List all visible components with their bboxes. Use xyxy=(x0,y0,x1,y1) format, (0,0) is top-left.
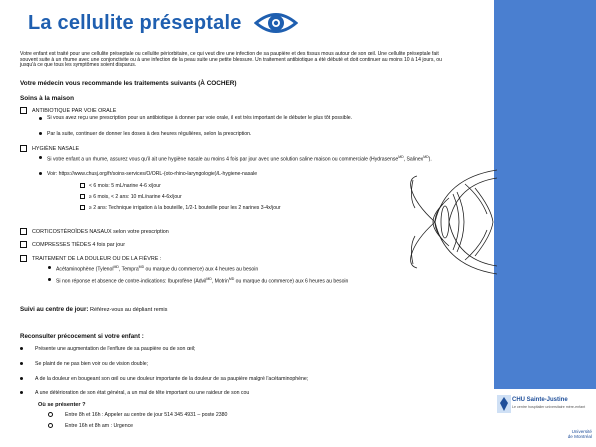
douleur-b2-mid: , Motrin xyxy=(211,278,229,285)
udem-label xyxy=(568,429,592,439)
title-row xyxy=(28,8,298,38)
eye-icon xyxy=(254,8,298,38)
hygiene-item xyxy=(20,145,79,152)
hygiene-bullet-1-text: Si votre enfant a un rhume, assurez vous qu'il ait une hygiène nasale au moins 4 fois par jour avec une solution saline maison ou commerciale (Hydrasense xyxy=(47,156,399,163)
chu-name: CHU Sainte-Justine xyxy=(512,397,568,403)
trademark-sup: MD xyxy=(113,265,119,269)
home-heading: Soins à la maison xyxy=(20,95,74,102)
reconsulter-text-4: A une détérioration de son état général, a un mal de tête important ou une raideur de son cou xyxy=(35,390,250,396)
dose-checkbox[interactable] xyxy=(80,205,85,210)
douleur-b1-text: Acétaminophène (Tylenol xyxy=(56,266,114,273)
douleur-item xyxy=(20,255,161,262)
dose-checkbox[interactable] xyxy=(80,194,85,199)
bullet-icon xyxy=(39,172,42,175)
reconsulter-text-3: A de la douleur en bougeant son œil ou une douleur importante de la douleur de sa paupière malgré l'acétaminophène; xyxy=(35,376,309,382)
antibiotique-bullet-2 xyxy=(47,131,427,137)
reconsulter-text-1: Présente une augmentation de l'enflure de sa paupière ou de son œil; xyxy=(35,346,196,352)
reconsulter-heading: Reconsulter précocement si votre enfant : xyxy=(20,333,144,340)
hygiene-bullet-1-end: ). xyxy=(428,156,432,163)
compresses-item xyxy=(20,241,125,248)
ou-item-1 xyxy=(48,412,227,418)
compresses-checkbox[interactable] xyxy=(20,241,27,248)
eye-anatomy-illustration xyxy=(405,158,497,286)
dose-item-1 xyxy=(80,183,161,189)
hygiene-bullet-1 xyxy=(47,155,437,163)
douleur-bullet-1 xyxy=(56,265,258,273)
trademark-sup: MD xyxy=(206,277,212,281)
trademark-sup: MD xyxy=(423,155,429,159)
suivi-heading: Suivi au centre de jour: xyxy=(20,306,89,313)
hygiene-link-text[interactable]: Voir: https://www.chusj.org/fr/soins-services/O/ORL-(oto-rhino-laryngologie)/L-hygiene-nasale xyxy=(47,171,258,177)
douleur-b2-end: ou marque du commerce) aux 6 heures au besoin xyxy=(234,278,349,285)
bullet-icon xyxy=(39,117,42,120)
dose-item-2 xyxy=(80,194,182,200)
dose-2-text: ≥ 6 mois, < 2 ans: 10 mL/narine 4-6x/jour xyxy=(89,194,182,200)
dose-1-text: < 6 mois: 5 mL/narine 4-6 x/jour xyxy=(89,183,161,189)
reconsulter-item-2 xyxy=(20,361,148,367)
bullet-icon xyxy=(20,347,23,350)
ou-item-2 xyxy=(48,423,133,429)
chu-subtitle: Le centre hospitalier universitaire mère-enfant xyxy=(512,405,586,409)
udem-line-2: de Montréal xyxy=(567,434,592,439)
bullet-icon xyxy=(48,266,51,269)
hygiene-label: HYGIÈNE NASALE xyxy=(32,145,80,152)
antibiotique-item xyxy=(20,107,116,114)
chu-logo-box xyxy=(494,389,596,447)
douleur-b1-mid: , Tempra xyxy=(118,266,139,273)
chu-logo-icon xyxy=(497,395,511,413)
recommend-heading: Votre médecin vous recommande les traitements suivants (À COCHER) xyxy=(20,80,237,87)
douleur-bullet-2 xyxy=(56,277,348,285)
suivi-text: Référez-vous au dépliant remis xyxy=(88,307,168,313)
antibiotique-checkbox[interactable] xyxy=(20,107,27,114)
reconsulter-text-2: Se plaint de ne pas bien voir ou de vision double; xyxy=(35,361,149,367)
ou-text-2: Entre 16h et 8h am : Urgence xyxy=(65,423,134,429)
antibiotique-label: ANTIBIOTIQUE PAR VOIE ORALE xyxy=(32,107,117,114)
corticos-label: CORTICOSTÉROÏDES NASAUX selon votre prescription xyxy=(32,228,169,235)
bullet-icon xyxy=(48,278,51,281)
antibiotique-bullet-1 xyxy=(47,116,427,122)
douleur-b2-text: Si non réponse et absence de contre-indications: Ibuprofène (Advil xyxy=(56,278,207,285)
douleur-b1-end: ou marque du commerce) aux 4 heures au besoin xyxy=(144,266,259,273)
hygiene-bullet-1-mid: , Salinex xyxy=(403,156,424,163)
reconsulter-item-4 xyxy=(20,390,249,396)
bullet-icon xyxy=(20,362,23,365)
content xyxy=(20,52,450,69)
antibiotique-bullet-1-text: Si vous avez reçu une prescription pour un antibiotique à donner par voie orale, il est très important de le débuter le plus tôt possible. xyxy=(47,115,353,121)
hygiene-bullet-2 xyxy=(47,171,437,177)
bullet-icon xyxy=(39,156,42,159)
dose-item-3 xyxy=(80,205,281,211)
reconsulter-item-3 xyxy=(20,376,308,382)
hygiene-checkbox[interactable] xyxy=(20,145,27,152)
douleur-checkbox[interactable] xyxy=(20,255,27,262)
udem-line-1: Université xyxy=(571,429,592,434)
dose-checkbox[interactable] xyxy=(80,183,85,188)
page-title: La cellulite préseptale xyxy=(28,11,242,34)
bullet-icon xyxy=(39,132,42,135)
dose-3-text: ≥ 2 ans: Technique irrigation à la bouteille, 1/2-1 bouteille pour les 2 narines 3-4x/jour xyxy=(89,205,281,211)
bullet-icon xyxy=(20,391,23,394)
douleur-label: TRAITEMENT DE LA DOULEUR OU DE LA FIÈVRE : xyxy=(32,255,162,262)
circle-bullet-icon xyxy=(48,412,53,417)
corticos-checkbox[interactable] xyxy=(20,228,27,235)
ou-text-1: Entre 8h et 16h : Appeler au centre de jour 514 345 4931 – poste 2380 xyxy=(65,412,228,418)
suivi-line xyxy=(20,306,167,313)
reconsulter-item-1 xyxy=(20,346,195,352)
compresses-label: COMPRESSES TIÈDES 4 fois par jour xyxy=(32,241,126,248)
trademark-sup: MD xyxy=(398,155,404,159)
corticos-item xyxy=(20,228,169,235)
sidebar-band xyxy=(494,0,596,447)
antibiotique-bullet-2-text: Par la suite, continuer de donner les doses à des heures régulières, selon la prescription. xyxy=(47,131,252,137)
bullet-icon xyxy=(20,377,23,380)
trademark-sup: MD xyxy=(228,277,235,281)
intro-paragraph: Votre enfant est traité pour une cellulite préseptale ou cellulite périorbitaire, ce qui veut dire une infection de sa paupière et des tissus mous autour de son œil. Une cellulite préseptale fait souvent suite à un rhume avec une conjonctivite ou à une infection de la peau suite une petite blessure. Un traitement antibiotique a été débuté et doit continuer au moins 10 à 14 jours, ou jusqu'à ce que tous les symptômes soient disparus. xyxy=(20,51,442,69)
trademark-sup: MD xyxy=(138,265,145,269)
ou-heading: Où se présenter ? xyxy=(38,402,86,408)
circle-bullet-icon xyxy=(48,423,53,428)
